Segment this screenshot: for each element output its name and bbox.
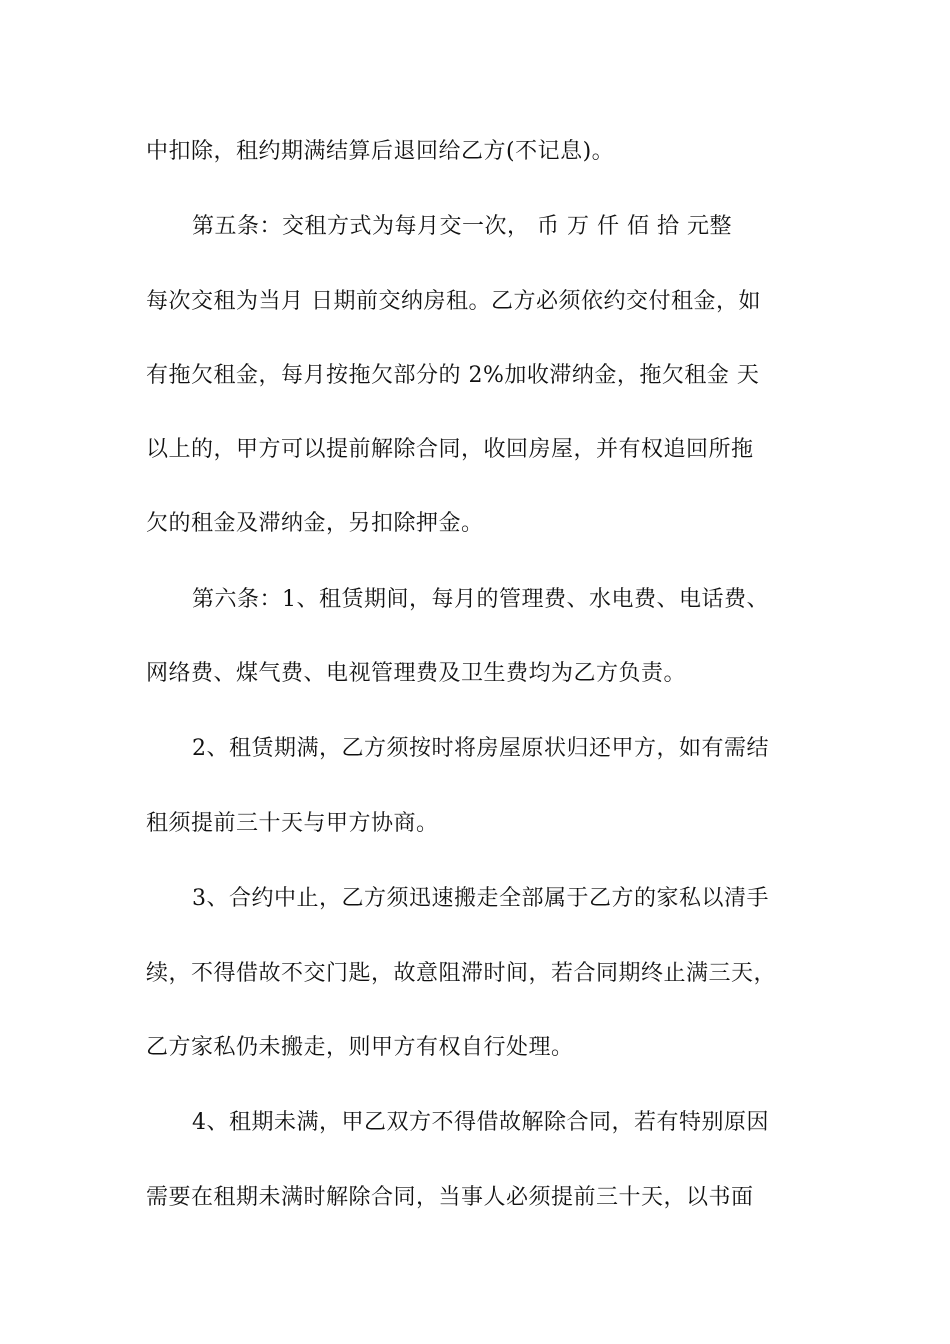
text-line: 有拖欠租金，每月按拖欠部分的 2%加收滞纳金，拖欠租金 天 (146, 363, 760, 388)
text-line: 2、租赁期满，乙方须按时将房屋原状归还甲方，如有需结 (192, 736, 769, 761)
text-line: 中扣除，租约期满结算后退回给乙方(不记息)。 (146, 139, 615, 164)
text-line: 网络费、煤气费、电视管理费及卫生费均为乙方负责。 (146, 661, 687, 686)
text-line: 租须提前三十天与甲方协商。 (146, 811, 439, 836)
text-line: 需要在租期未满时解除合同，当事人必须提前三十天，以书面 (146, 1185, 754, 1210)
text-line: 欠的租金及滞纳金，另扣除押金。 (146, 511, 484, 536)
text-line: 第六条：1、租赁期间，每月的管理费、水电费、电话费、 (192, 587, 769, 612)
text-line: 乙方家私仍未搬走，则甲方有权自行处理。 (146, 1035, 574, 1060)
text-line: 续，不得借故不交门匙，故意阻滞时间，若合同期终止满三天， (146, 961, 777, 986)
text-line: 以上的，甲方可以提前解除合同，收回房屋，并有权追回所拖 (146, 437, 754, 462)
text-line: 每次交租为当月 日期前交纳房租。乙方必须依约交付租金，如 (146, 289, 761, 314)
text-line: 4、租期未满，甲乙双方不得借故解除合同，若有特别原因 (192, 1110, 769, 1135)
text-line: 3、合约中止，乙方须迅速搬走全部属于乙方的家私以清手 (192, 886, 769, 911)
text-line: 第五条：交租方式为每月交一次， 币 万 仟 佰 拾 元整 (192, 214, 732, 239)
